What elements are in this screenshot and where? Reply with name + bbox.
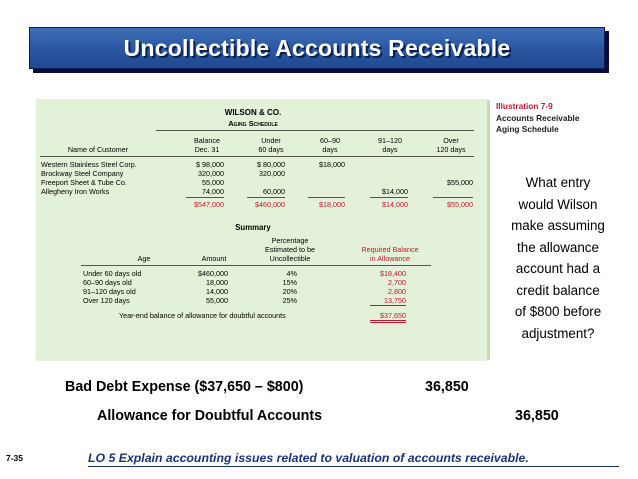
sum-row3-pct: 20% xyxy=(282,287,297,296)
total-rule-over120 xyxy=(433,197,473,198)
header-balance-2: Dec. 31 xyxy=(194,145,220,154)
row1-name: Western Stainless Steel Corp. xyxy=(41,160,137,169)
summary-header-rule xyxy=(81,265,431,266)
header-60-90-1: 60–90 xyxy=(320,136,340,145)
pct-header-2: Estimated to be xyxy=(265,245,315,254)
header-91-120-2: days xyxy=(382,145,398,154)
aging-schedule-panel xyxy=(36,99,487,361)
header-91-120-1: 91–120 xyxy=(378,136,402,145)
total-over120: $55,000 xyxy=(447,200,473,209)
learning-objective: LO 5 Explain accounting issues related to valuation of accounts receivable. xyxy=(88,451,529,465)
sum-row4-pct: 25% xyxy=(282,296,297,305)
sum-row4-amount: 55,000 xyxy=(206,296,228,305)
req-header-2: in Allowance xyxy=(370,254,410,263)
heading-rule xyxy=(156,130,474,131)
sum-row2-pct: 15% xyxy=(282,278,297,287)
header-60-90-2: days xyxy=(322,145,338,154)
total-rule-60-90 xyxy=(308,197,345,198)
panel-edge xyxy=(487,100,490,360)
illustration-number: Illustration 7-9 xyxy=(496,101,553,111)
row4-under60: 60,000 xyxy=(263,187,285,196)
sum-row1-amount: $460,000 xyxy=(198,269,228,278)
pct-header-3: Uncollectible xyxy=(269,254,311,263)
summary-title: Summary xyxy=(235,223,271,232)
total-91-120: $14,000 xyxy=(382,200,408,209)
question-line-1: What entry xyxy=(525,175,591,190)
total-60-90: $18,000 xyxy=(319,200,345,209)
sum-row2-amount: 18,000 xyxy=(206,278,228,287)
year-end-label: Year-end balance of allowance for doubtful accounts xyxy=(119,311,286,320)
sum-row1-pct: 4% xyxy=(286,269,297,278)
total-under60: $460,000 xyxy=(255,200,285,209)
header-customer: Name of Customer xyxy=(67,145,129,154)
sum-row2-age: 60–90 days old xyxy=(83,278,132,287)
header-balance-1: Balance xyxy=(194,136,220,145)
year-end-value: $37,650 xyxy=(380,311,406,320)
row4-91-120: $14,000 xyxy=(382,187,408,196)
credit-amount: 36,850 xyxy=(515,408,559,424)
year-end-rule-1 xyxy=(370,320,406,321)
question-line-3: make assuming xyxy=(511,218,605,233)
sum-row3-amount: 14,000 xyxy=(206,287,228,296)
sum-row4-age: Over 120 days xyxy=(83,296,130,305)
question-line-5: account had a xyxy=(515,261,601,276)
illustration-line2: Aging Schedule xyxy=(496,124,559,134)
question-line-4: the allowance xyxy=(517,239,599,255)
question-line-8: adjustment? xyxy=(521,325,595,341)
header-under60-2: 60 days xyxy=(258,145,284,154)
title-bar xyxy=(29,27,605,69)
row1-60-90: $18,000 xyxy=(319,160,345,169)
row2-balance: 320,000 xyxy=(198,169,224,178)
header-rule xyxy=(40,156,474,157)
slide-title: Uncollectible Accounts Receivable xyxy=(123,34,511,61)
row4-balance: 74,000 xyxy=(202,187,224,196)
year-end-rule-2 xyxy=(370,322,406,323)
debit-account: Bad Debt Expense ($37,650 – $800) xyxy=(65,379,304,395)
question-text xyxy=(495,172,621,344)
req-header-1: Required Balance xyxy=(361,245,419,254)
row1-balance: $ 98,000 xyxy=(196,160,224,169)
sum-row2-req: 2,700 xyxy=(388,278,406,287)
schedule-subtitle: Aging Schedule xyxy=(228,119,278,128)
illustration-line1: Accounts Receivable xyxy=(496,112,580,123)
sum-row4-req: 13,750 xyxy=(384,296,406,305)
row2-name: Brockway Steel Company xyxy=(41,169,124,178)
slide-number: 7-35 xyxy=(6,453,24,463)
row3-over120: $55,000 xyxy=(447,178,473,187)
amount-header: Amount xyxy=(201,254,227,263)
illustration-caption xyxy=(496,101,579,136)
header-over120-2: 120 days xyxy=(436,145,466,154)
sum-row1-age: Under 60 days old xyxy=(83,269,142,278)
header-over120-1: Over xyxy=(443,136,459,145)
total-rule-under60 xyxy=(247,197,285,198)
row1-under60: $ 80,000 xyxy=(257,160,285,169)
age-header: Age xyxy=(137,254,151,263)
learning-objective-underline xyxy=(88,466,619,467)
req-total-rule xyxy=(370,305,406,306)
company-name: WILSON & CO. xyxy=(224,108,282,117)
credit-account: Allowance for Doubtful Accounts xyxy=(97,408,323,424)
debit-amount: 36,850 xyxy=(425,379,469,395)
total-balance: $547,000 xyxy=(194,200,224,209)
row3-name: Freeport Sheet & Tube Co. xyxy=(41,178,127,187)
pct-header-1: Percentage xyxy=(271,236,309,245)
sum-row1-req: $18,400 xyxy=(380,269,406,278)
question-line-6: credit balance xyxy=(516,282,600,298)
question-line-2: would Wilson xyxy=(518,196,598,212)
row2-under60: 320,000 xyxy=(259,169,285,178)
sum-row3-req: 2,800 xyxy=(388,287,406,296)
total-rule-balance xyxy=(186,197,224,198)
row3-balance: 55,000 xyxy=(202,178,224,187)
total-rule-91-120 xyxy=(370,197,408,198)
sum-row3-age: 91–120 days old xyxy=(83,287,136,296)
question-line-7: of $800 before xyxy=(514,304,602,319)
row4-name: Allegheny Iron Works xyxy=(41,187,110,196)
header-under60-1: Under xyxy=(261,136,281,145)
